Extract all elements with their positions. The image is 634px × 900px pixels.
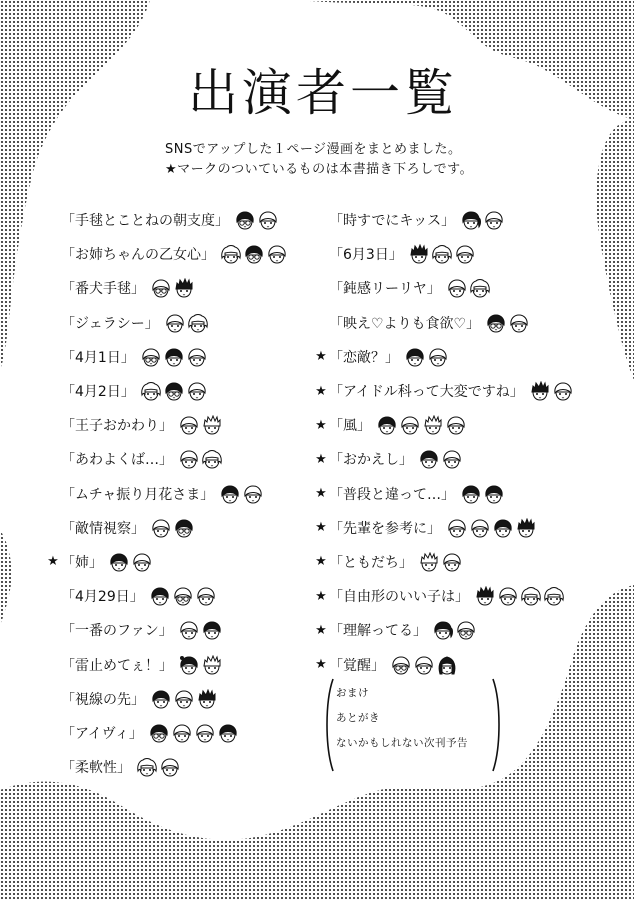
episode-title: 「4月1日」 [61, 349, 135, 366]
character-face-icon [165, 313, 185, 333]
cast-list-item [45, 203, 287, 237]
character-faces [109, 552, 152, 572]
cast-list-item [45, 340, 287, 374]
character-face-icon [137, 757, 157, 777]
subtitle-line-2-text: マークのついているものは本書描き下ろしです。 [177, 162, 474, 177]
star-icon: ★ [315, 349, 327, 365]
episode-title: 「風」 [329, 418, 371, 435]
character-face-icon [447, 278, 467, 298]
episode-title: 「6月3日」 [329, 247, 403, 264]
character-face-icon [442, 449, 462, 469]
character-face-icon [197, 689, 217, 709]
star-icon: ★ [315, 451, 327, 467]
character-face-icon [267, 244, 287, 264]
star-icon: ★ [315, 554, 327, 570]
screentone-left [0, 530, 12, 625]
character-faces [141, 381, 207, 401]
character-face-icon [400, 415, 420, 435]
right-column-list [313, 203, 573, 682]
episode-title: 「番犬手毬」 [61, 281, 145, 298]
cast-list-item [313, 374, 573, 408]
character-face-icon [243, 484, 263, 504]
character-faces [447, 278, 490, 298]
cast-list-item [313, 511, 573, 545]
character-face-icon [484, 210, 504, 230]
character-faces [179, 449, 222, 469]
page-title [188, 58, 458, 128]
character-face-icon [516, 518, 536, 538]
cast-list-item [45, 750, 287, 784]
episode-title: 「あわよくば…」 [61, 452, 173, 469]
character-face-icon [530, 381, 550, 401]
character-face-icon [493, 518, 513, 538]
character-face-icon [202, 655, 222, 675]
cast-list-item [45, 511, 287, 545]
character-faces [461, 484, 504, 504]
character-face-icon [428, 347, 448, 367]
left-column-list [45, 203, 287, 784]
character-faces [179, 620, 222, 640]
page-title-text: 出演者一覧 [188, 64, 458, 122]
character-face-icon [486, 313, 506, 333]
extras-item: あとがき [336, 712, 380, 724]
star-icon: ★ [315, 383, 327, 399]
character-face-icon [432, 244, 452, 264]
character-faces [151, 689, 217, 709]
character-face-icon [509, 313, 529, 333]
episode-title: 「時すでにキッス」 [329, 213, 456, 230]
character-faces [149, 723, 238, 743]
character-face-icon [187, 347, 207, 367]
cast-list-item [45, 682, 287, 716]
episode-title: 「手毬とことねの朝支度」 [61, 213, 229, 230]
character-faces [419, 552, 462, 572]
cast-list-item [313, 237, 573, 271]
episode-title: 「ジェラシー」 [61, 315, 159, 332]
star-icon: ★ [165, 162, 178, 177]
character-face-icon [553, 381, 573, 401]
character-face-icon [218, 723, 238, 743]
character-face-icon [391, 655, 411, 675]
episode-title: 「普段と違って…」 [329, 486, 455, 503]
character-face-icon [132, 552, 152, 572]
character-face-icon [188, 313, 208, 333]
cast-list-item [45, 477, 287, 511]
cast-list-item [313, 340, 573, 374]
character-face-icon [179, 655, 199, 675]
episode-title: 「4月2日」 [61, 384, 135, 401]
character-faces [150, 586, 216, 606]
character-face-icon [437, 655, 457, 675]
character-face-icon [160, 757, 180, 777]
character-face-icon [179, 415, 199, 435]
character-face-icon [423, 415, 443, 435]
cast-list-item [45, 579, 287, 613]
character-face-icon [179, 449, 199, 469]
character-faces [151, 518, 194, 538]
cast-list-item [45, 271, 287, 305]
extras-item: おまけ [336, 687, 369, 699]
star-icon: ★ [315, 657, 327, 673]
character-face-icon [442, 552, 462, 572]
episode-title: 「ムチャ振り月花さま」 [61, 486, 215, 503]
character-faces [475, 586, 564, 606]
character-faces [141, 347, 207, 367]
character-face-icon [151, 518, 171, 538]
episode-title: 「映え♡よりも食欲♡」 [329, 315, 481, 332]
character-face-icon [405, 347, 425, 367]
character-faces [405, 347, 448, 367]
screentone-right [596, 120, 634, 380]
cast-list-item [313, 442, 573, 476]
right-bracket-icon [490, 677, 504, 773]
character-face-icon [173, 586, 193, 606]
cast-list-item [45, 374, 287, 408]
character-face-icon [419, 449, 439, 469]
character-face-icon [221, 244, 241, 264]
episode-title: 「4月29日」 [61, 589, 144, 606]
episode-title: 「王子おかわり」 [61, 418, 173, 435]
character-face-icon [377, 415, 397, 435]
episode-title: 「自由形のいい子は」 [329, 589, 469, 606]
character-face-icon [235, 210, 255, 230]
star-icon: ★ [315, 486, 327, 502]
character-faces [220, 484, 263, 504]
character-face-icon [456, 620, 476, 640]
character-face-icon [196, 586, 216, 606]
star-icon: ★ [315, 622, 327, 638]
character-face-icon [414, 655, 434, 675]
cast-list-item [313, 613, 573, 647]
episode-title: 「恋敵？」 [329, 349, 399, 366]
character-face-icon [419, 552, 439, 572]
character-faces [433, 620, 476, 640]
character-face-icon [109, 552, 129, 572]
cast-list-item [45, 442, 287, 476]
character-face-icon [151, 689, 171, 709]
character-faces [530, 381, 573, 401]
character-face-icon [202, 620, 222, 640]
character-face-icon [174, 689, 194, 709]
cast-list-item [313, 203, 573, 237]
cast-list-item [313, 477, 573, 511]
cast-list-item [45, 716, 287, 750]
cast-list-item [313, 271, 573, 305]
character-faces [419, 449, 462, 469]
character-face-icon [202, 415, 222, 435]
character-faces [137, 757, 180, 777]
cast-list-item [313, 545, 573, 579]
character-face-icon [470, 278, 490, 298]
cast-list-item [45, 306, 287, 340]
character-face-icon [409, 244, 429, 264]
character-face-icon [202, 449, 222, 469]
episode-title: 「アイドル科って大変ですね」 [329, 384, 524, 401]
cast-list-item [313, 306, 573, 340]
left-bracket-icon [322, 677, 336, 773]
character-faces [447, 518, 536, 538]
character-face-icon [521, 586, 541, 606]
character-face-icon [446, 415, 466, 435]
character-face-icon [544, 586, 564, 606]
character-face-icon [187, 381, 207, 401]
character-face-icon [179, 620, 199, 640]
character-face-icon [433, 620, 453, 640]
episode-title: 「柔軟性」 [61, 760, 131, 777]
episode-title: 「ともだち」 [329, 554, 413, 571]
character-faces [179, 655, 222, 675]
character-faces [165, 313, 208, 333]
character-faces [391, 655, 457, 675]
character-face-icon [447, 518, 467, 538]
character-face-icon [164, 347, 184, 367]
character-face-icon [195, 723, 215, 743]
character-faces [409, 244, 475, 264]
star-icon: ★ [315, 417, 327, 433]
episode-title: 「敵情視察」 [61, 520, 145, 537]
episode-title: 「雷止めてぇ！」 [61, 657, 173, 674]
cast-list-item [45, 545, 287, 579]
cast-list-item [313, 408, 573, 442]
character-face-icon [244, 244, 264, 264]
extras-list [322, 677, 498, 773]
character-face-icon [172, 723, 192, 743]
subtitle [165, 140, 473, 180]
character-face-icon [470, 518, 490, 538]
character-face-icon [164, 381, 184, 401]
character-faces [151, 278, 194, 298]
cast-list-item [45, 647, 287, 681]
character-face-icon [484, 484, 504, 504]
star-icon: ★ [315, 588, 327, 604]
character-face-icon [258, 210, 278, 230]
episode-title: 「理解ってる」 [329, 623, 427, 640]
character-faces [486, 313, 529, 333]
character-face-icon [150, 586, 170, 606]
character-face-icon [475, 586, 495, 606]
character-face-icon [141, 347, 161, 367]
cast-list-item [45, 613, 287, 647]
character-face-icon [151, 278, 171, 298]
character-face-icon [174, 518, 194, 538]
character-faces [179, 415, 222, 435]
subtitle-line-1: SNSでアップした１ページ漫画をまとめました。 [165, 142, 462, 157]
cast-list-item [45, 408, 287, 442]
character-faces [221, 244, 287, 264]
episode-title: 「先輩を参考に」 [329, 520, 441, 537]
episode-title: 「視線の先」 [61, 691, 145, 708]
character-faces [377, 415, 466, 435]
character-face-icon [455, 244, 475, 264]
character-faces [235, 210, 278, 230]
character-face-icon [461, 210, 481, 230]
character-face-icon [174, 278, 194, 298]
subtitle-line-2 [165, 160, 473, 180]
character-face-icon [461, 484, 481, 504]
character-face-icon [149, 723, 169, 743]
episode-title: 「アイヴィ」 [61, 725, 143, 742]
cast-list-item [313, 579, 573, 613]
episode-title: 「覚醒」 [329, 657, 385, 674]
star-icon: ★ [47, 554, 59, 570]
character-face-icon [498, 586, 518, 606]
episode-title: 「お姉ちゃんの乙女心」 [61, 247, 215, 264]
episode-title: 「一番のファン」 [61, 623, 173, 640]
character-face-icon [141, 381, 161, 401]
episode-title: 「鈍感リーリヤ」 [329, 281, 441, 298]
episode-title: 「おかえし」 [329, 452, 413, 469]
episode-title: 「姉」 [61, 554, 103, 571]
cast-list-item [45, 237, 287, 271]
star-icon: ★ [315, 520, 327, 536]
extras-item: ないかもしれない次刊予告 [336, 737, 468, 749]
character-face-icon [220, 484, 240, 504]
character-faces [461, 210, 504, 230]
